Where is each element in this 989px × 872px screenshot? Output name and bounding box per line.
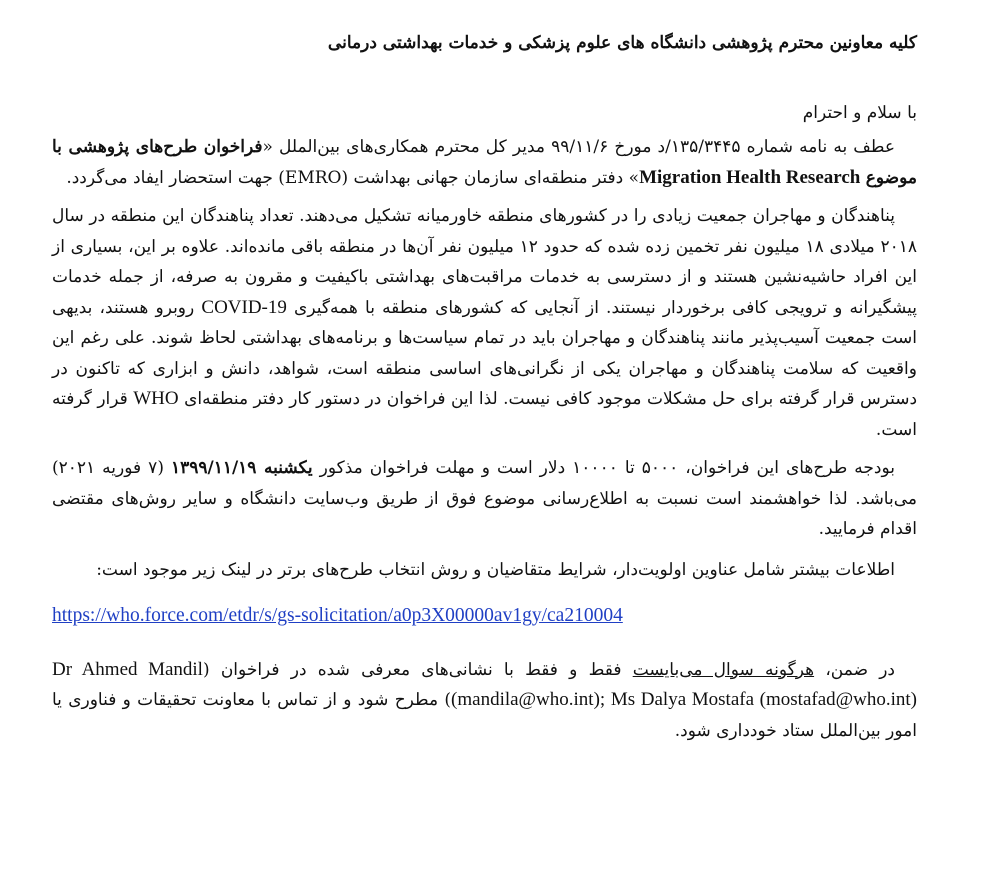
who-term: WHO: [133, 388, 179, 409]
call-topic-english: Migration Health Research: [639, 166, 861, 188]
contact-emails: Dr Ahmed Mandil (mandila@who.int); Ms Dalya Mostafa (mostafad@who.int): [52, 658, 917, 710]
greeting: با سلام و احترام: [802, 103, 917, 123]
paragraph-reference: [52, 132, 917, 193]
solicitation-link[interactable]: https://who.force.com/etdr/s/gs-solicitation/a0p3X00000av1gy/ca210004: [52, 604, 623, 626]
p1-text-d: » دفتر منطقه‌ای سازمان جهانی بهداشت (EMRO) جهت استحضار ایفاد می‌گردد.: [66, 167, 640, 188]
paragraph-contacts: [52, 655, 917, 747]
p2-text-a: پناهندگان و مهاجران جمعیت زیادی را در کشورهای منطقه خاورمیانه تشکیل می‌دهند. تعداد پناهندگان این منطقه در سال ۲۰۱۸ میلادی ۱۸ میلیون نفر تخمین زده شده که حدود ۱۲ میلیون نفر آن‌ها در منطقه باقی مانده‌اند. علاوه بر این، بسیاری از این افراد حاشیه‌نشین هستند و از دسترسی به خدمات مراقبت‌های بهداشتی باکیفیت و مقرون به صرفه، از جمله خدمات پیشگیرانه و ترویجی کافی برخوردار نیستند. از آنجایی که کشورهای منطقه با همه‌گیری: [52, 206, 918, 318]
p1-text-a: عطف به نامه شماره ۱۳۵/۳۴۴۵/د مورخ ۹۹/۱۱/۶ مدیر کل محترم همکاری‌های بین‌الملل «: [262, 137, 895, 157]
call-title-bold: فراخوان طرح‌های پژوهشی با موضوع: [52, 137, 917, 188]
p3-text-a: بودجه طرح‌های این فراخوان، ۵۰۰۰ تا ۱۰۰۰۰ دلار است و مهلت فراخوان مذکور: [319, 458, 895, 478]
more-info-line: اطلاعات بیشتر شامل عناوین اولویت‌دار، شرایط متقاضیان و روش انتخاب طرح‌های برتر در لینک زیر موجود است:: [96, 559, 895, 580]
p4-text-c: فقط و فقط با نشانی‌های معرفی شده در فراخوان (: [202, 659, 622, 680]
paragraph-background: [52, 201, 917, 445]
recipient-heading: کلیه معاونین محترم پژوهشی دانشگاه های علوم پزشکی و خدمات بهداشتی درمانی: [327, 33, 917, 53]
link-container: [52, 599, 917, 633]
deadline-date-bold: یکشنبه ۱۳۹۹/۱۱/۱۹: [170, 458, 313, 478]
paragraph-budget-deadline: [52, 453, 917, 545]
p2-text-e: قرار گرفته است.: [52, 389, 917, 440]
questions-underlined: هرگونه سوال می‌بایست: [632, 659, 815, 680]
p4-text-a: در ضمن،: [825, 659, 896, 680]
p3-text-c: (۷ فوریه ۲۰۲۱) می‌باشد. لذا خواهشمند است نسبت به اطلاع‌رسانی موضوع فوق از طریق وب‌سایت دانشگاه و سایر روش‌های مقتضی اقدام فرمایید.: [52, 458, 917, 539]
p2-text-c: روبرو هستند، بدیهی است جمعیت آسیب‌پذیر مانند پناهندگان و مهاجران باید در تمام سیاست‌ها و برنامه‌های بهداشتی لحاظ شوند. علی رغم این واقعیت که سلامت پناهندگان و مهاجران یکی از نگرانی‌های اساسی منطقه است، شواهد، دانش و ابزاری که تاکنون در دسترس قرار گرفته برای حل مشکلات موجود کافی نیست. لذا این فراخوان در دستور کار دفتر منطقه‌ای: [52, 297, 918, 409]
p4-text-e: ) مطرح شود و از تماس با معاونت تحقیقات و فناوری یا امور بین‌الملل ستاد خودداری شود.: [52, 690, 917, 741]
covid-term: COVID-19: [201, 296, 287, 318]
